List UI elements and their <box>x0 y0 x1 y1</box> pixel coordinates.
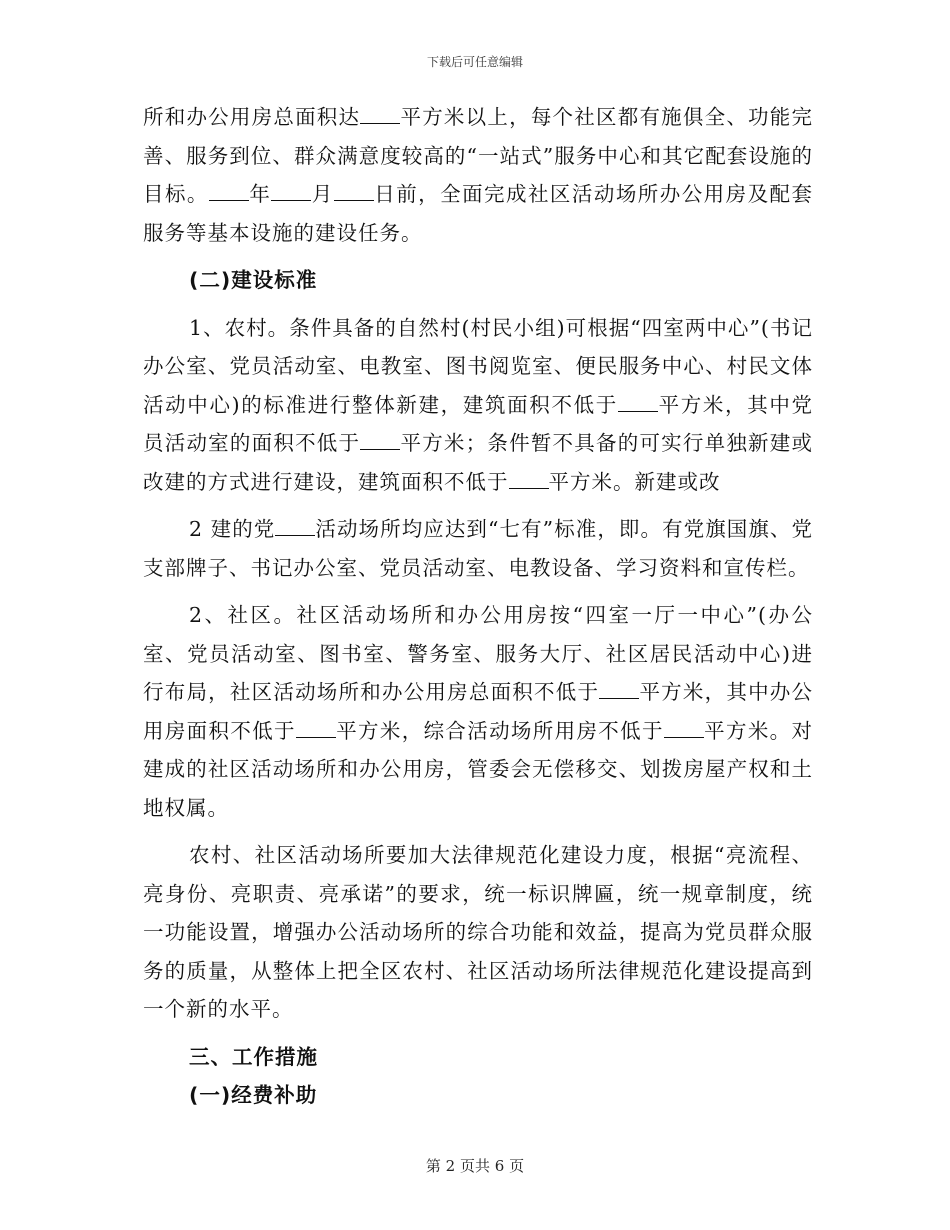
text-segment: 2、社区。社区活动场所和办公用房按“四室一厅一中心”(办公室、党员活动室、图书室、警务室、服务大厅、社区居民活动中心)进行布局，社区活动场所和办公用房总面积不低于 <box>143 603 813 704</box>
section-heading-construction-standard: (二)建设标准 <box>189 268 318 292</box>
section-heading-work-measures: 三、工作措施 <box>189 1044 318 1069</box>
text-segment: 活动场所均应达到“七有”标准，即。有党旗国旗、党支部牌子、书记办公室、党员活动室、电教设备、学习资料和宣传栏。 <box>143 517 813 580</box>
fill-blank <box>618 393 658 412</box>
text-segment: 年 <box>248 182 272 206</box>
document-body <box>143 98 813 1115</box>
fill-blank <box>275 517 315 536</box>
fill-blank <box>271 182 311 201</box>
fill-blank <box>599 680 639 699</box>
text-segment: 平方米，其中党员活动室的面积不低于 <box>143 392 814 455</box>
text-segment: 平方米；条件暂不具备的可实行单独新建或改建的方式进行建设，建筑面积不低于 <box>143 431 814 494</box>
fill-blank <box>360 431 400 450</box>
paragraph-goal <box>143 98 813 252</box>
text-segment: 平方米以上，每个社区都有施俱全、功能完善、服务到位、群众满意度较高的“一站式”服务中心和其它配套设施的目标。 <box>143 105 814 206</box>
text-segment: 月 <box>311 182 334 206</box>
paragraph-party-venue <box>143 510 813 587</box>
fill-blank <box>209 182 249 201</box>
page-header: 下载后可任意编辑 <box>426 55 523 69</box>
text-segment: 平方米。新建或改 <box>548 469 721 494</box>
fill-blank <box>334 182 374 201</box>
text-segment: 1、农村。条件具备的自然村(村民小组)可根据“四室两中心”(书记办公室、党员活动室、电教室、图书阅览室、便民服务中心、村民文体活动中心)的标准进行整体新建，建筑面积不低于 <box>143 315 813 417</box>
text-segment: 2 建的党 <box>189 517 276 541</box>
text-segment: 平方米，综合活动场所用房不低于 <box>335 718 664 743</box>
text-segment: 平方米。对建成的社区活动场所和办公用房，管委会无偿移交、划拨房屋产权和土地权属。 <box>143 718 814 820</box>
fill-blank <box>664 719 704 738</box>
paragraph-standardization: 农村、社区活动场所要加大法律规范化建设力度，根据“亮流程、亮身份、亮职责、亮承诺”的要求，统一标识牌匾，统一规章制度，统一功能设置，增强办公活动场所的综合功能和效益，提高为党员群众服务的质量，从整体上把全区农村、社区活动场所法律规范化建设提高到一个新的水平。 <box>143 843 813 1021</box>
fill-blank <box>296 719 336 738</box>
section-heading-funding: (一)经费补助 <box>189 1083 318 1107</box>
paragraph-rural <box>143 309 813 502</box>
paragraph-community <box>143 596 813 827</box>
fill-blank <box>360 105 400 124</box>
text-segment: 平方米，其中办公用房面积不低于 <box>143 680 814 743</box>
text-segment: 日前，全面完成社区活动场所办公用房及配套服务等基本设施的建设任务。 <box>143 182 814 245</box>
page-footer: 第 2 页共 6 页 <box>425 1157 525 1175</box>
text-segment: 所和办公用房总面积达 <box>143 105 361 129</box>
fill-blank <box>509 470 549 489</box>
